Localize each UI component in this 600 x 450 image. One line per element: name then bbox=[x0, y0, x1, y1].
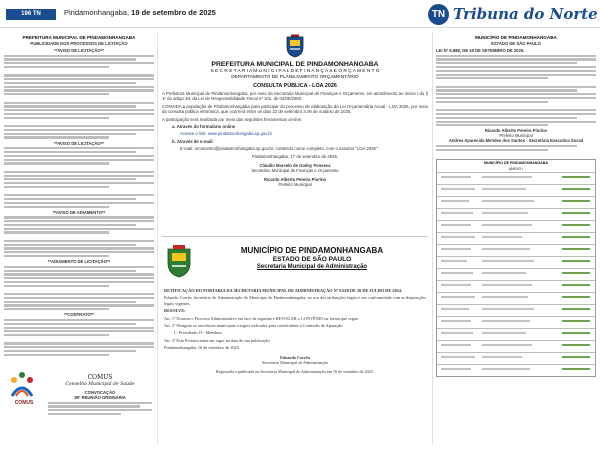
portaria-art3: Art. 3º Esta Portaria entra em vigor na data de sua publicação. bbox=[164, 337, 271, 343]
table-row bbox=[437, 184, 595, 196]
portaria-body bbox=[164, 286, 426, 374]
portaria-body-1: Eduardo Corrêa, Secretário de Administração do Município de Pindamonhangaba, no uso das atribuições legais e em conformidade com as disposições legais vigentes, bbox=[164, 295, 426, 306]
column-separator bbox=[157, 32, 158, 444]
lei-column bbox=[436, 32, 596, 446]
table-row bbox=[437, 196, 595, 208]
convocacao-label: CONVOCAÇÃO bbox=[84, 390, 116, 395]
portaria-registro: Registrada e publicada na Secretaria Municipal de Administração em 16 de setembro de 2025. bbox=[216, 368, 374, 374]
table-row bbox=[437, 352, 595, 364]
pref-sub-secretaria: S E C R E T A R I A M U N I C I P A L D E F I N A N Ç A S E O R Ç A M E N T O bbox=[210, 69, 380, 74]
newspaper-logo bbox=[428, 4, 598, 26]
pref-name: PREFEITURA MUNICIPAL DE PINDAMONHANGABA bbox=[211, 61, 379, 68]
col3-title-2: ESTADO DE SÃO PAULO bbox=[491, 41, 541, 46]
table-subtitle: ANEXO I bbox=[508, 167, 524, 172]
portaria-title-3: Secretaria Municipal de Administração bbox=[256, 264, 368, 270]
table-row bbox=[437, 340, 595, 352]
pref-sub-departamento: DEPARTAMENTO DE PLANEJAMENTO ORÇAMENTÁRIO bbox=[231, 75, 359, 80]
portaria-local-data: Pindamonhangaba, 16 de setembro de 2025. bbox=[164, 345, 241, 351]
portaria-art1: Art. 1º Nomear o Processo Administrativo em face da seguinte e REVOGAR o CONVÊNIO na forma que segue. bbox=[164, 315, 360, 321]
coat-of-arms-icon bbox=[164, 244, 194, 278]
aviso-label-3: **AVISO DE ADIAMENTO** bbox=[52, 209, 106, 215]
table-row bbox=[437, 280, 595, 292]
consulta-item-b: b. Através de e-mail: bbox=[172, 138, 214, 144]
table-row bbox=[437, 220, 595, 232]
table-row bbox=[437, 328, 595, 340]
header-dateline bbox=[64, 8, 216, 17]
consulta-title: CONSULTA PÚBLICA - LOA 2026 bbox=[253, 83, 337, 89]
table-row bbox=[437, 316, 595, 328]
table-row bbox=[437, 364, 595, 376]
consulta-participacao: A participação será realizada por meio das seguintes ferramentas on-line: bbox=[162, 116, 303, 122]
portaria-art2: Art. 2º Designar os servidores municipais a seguir indicados para constituírem a Comissão de Apuração: bbox=[164, 323, 344, 329]
sig1-role: Secretário Municipal de Finanças e Orçamento bbox=[251, 168, 339, 174]
col3-title-1: MUNICÍPIO DE PINDAMONHANGABA bbox=[475, 35, 557, 40]
consulta-publica-notice bbox=[162, 32, 428, 232]
table-row bbox=[437, 172, 595, 184]
lei-prefeito-role: Prefeito Municipal bbox=[499, 133, 533, 139]
comus-title: COMUS bbox=[87, 374, 113, 381]
table-row bbox=[437, 268, 595, 280]
table-row bbox=[437, 208, 595, 220]
portaria-membros: I - Presidente; II - Membros bbox=[174, 330, 223, 336]
aviso-label-2: **AVISO DE LICITAÇÃO** bbox=[54, 140, 104, 146]
section-divider bbox=[162, 236, 428, 237]
portaria-heading bbox=[198, 246, 426, 270]
comus-logo-icon bbox=[8, 370, 36, 400]
page-badge: 196 TN bbox=[6, 9, 56, 20]
retificacao-title: RETIFICAÇÃO DO PORTARIA DA SECRETARIA MUNICIPAL DE ADMINISTRAÇÃO Nº 9.620 DE 26 DE JULHO DE 2024. bbox=[164, 288, 402, 293]
header-city: Pindamonhangaba, bbox=[64, 8, 130, 17]
table-row bbox=[437, 244, 595, 256]
page-header bbox=[0, 0, 600, 28]
table-title: MUNICÍPIO DE PINDAMONHANGABA bbox=[484, 161, 548, 166]
consulta-local-data: Pindamonhangaba, 17 de setembro de 2025. bbox=[251, 153, 339, 159]
reuniao-label: 38ª REUNIÃO ORDINÁRIA bbox=[74, 395, 126, 400]
logo-icon: TN bbox=[428, 4, 449, 25]
table-row bbox=[437, 256, 595, 268]
lei-intro: LEI Nº 6.888, DE 18 DE SETEMBRO DE 2025. bbox=[436, 48, 525, 53]
aviso-label: **AVISO DE LICITAÇÃO** bbox=[54, 48, 104, 53]
col1-subtitle: PUBLICIDADE DOS PROCESSOS DE LICITAÇÃO bbox=[30, 41, 128, 46]
lei-prefeito-name: Ricardo Alberto Pereira Piorino bbox=[484, 128, 548, 134]
col1-title: PREFEITURA MUNICIPAL DE PINDAMONHANGABA bbox=[22, 35, 136, 40]
portaria-notice bbox=[162, 240, 428, 446]
logo-name: Tribuna do Norte bbox=[453, 5, 598, 23]
portaria-sig-role: Secretário Municipal de Administração bbox=[262, 359, 328, 365]
portaria-resolve: RESOLVE: bbox=[164, 308, 186, 314]
consulta-intro: A Prefeitura Municipal de Pindamonhangaba, por meio da Secretaria Municipal de Finanças e Orçamento, em atendimento ao inciso I do § 1º do artigo 48, da Lei de Responsabilidade Fiscal nº 101, de 04/05/2000. bbox=[162, 91, 428, 102]
portaria-title-2: ESTADO DE SÃO PAULO bbox=[272, 256, 352, 263]
table-row bbox=[437, 232, 595, 244]
aviso-label-4: **ADIAMENTO DE LICITAÇÃO** bbox=[47, 259, 111, 265]
column-separator bbox=[432, 32, 433, 444]
sig2-name: Ricardo Alberto Pereira Piorino bbox=[263, 177, 327, 183]
comus-subtitle: Conselho Municipal de Saúde bbox=[65, 382, 135, 387]
comus-wordmark: COMUS bbox=[14, 400, 34, 406]
lei-secretaria-name: Andrea Aparecida Mendes dos Santos - Secretária Executiva Social bbox=[448, 138, 584, 144]
sig1-name: Cláudio Marcelo de Godoy Fonseca bbox=[259, 163, 331, 169]
table-row bbox=[437, 292, 595, 304]
contrato-label: **CONTRATO** bbox=[64, 312, 94, 318]
consulta-item-a: a. Através do formulário online bbox=[172, 124, 236, 130]
sig2-role: Prefeito Municipal bbox=[278, 182, 312, 188]
header-date: 19 de setembro de 2025 bbox=[131, 8, 216, 17]
consulta-convida: CONVIDA a população de Pindamonhangaba para participar do processo de elaboração da Lei Orçamentária Anual - LOA 2026, por meio da consulta pública eletrônica, que ocorrerá entre os dias 22 de setembro a 06 de outubro de 2025. bbox=[162, 103, 428, 115]
portaria-title-1: MUNICÍPIO DE PINDAMONHANGABA bbox=[240, 246, 384, 255]
coat-of-arms-icon bbox=[284, 34, 306, 58]
consulta-item-b-email[interactable]: E-mail: orcamento@pindamonhangaba.sp.gov.br, contendo nome completo, com o assunto "LOA 2026". bbox=[180, 146, 379, 152]
anexo-table bbox=[436, 159, 596, 377]
comus-text bbox=[48, 374, 152, 417]
table-row bbox=[437, 304, 595, 316]
consulta-item-a-link[interactable]: Acesse o link: www.pindamonhangaba.sp.gov.br bbox=[180, 131, 273, 137]
portaria-sig-name: Eduardo Corrêa bbox=[280, 354, 310, 360]
